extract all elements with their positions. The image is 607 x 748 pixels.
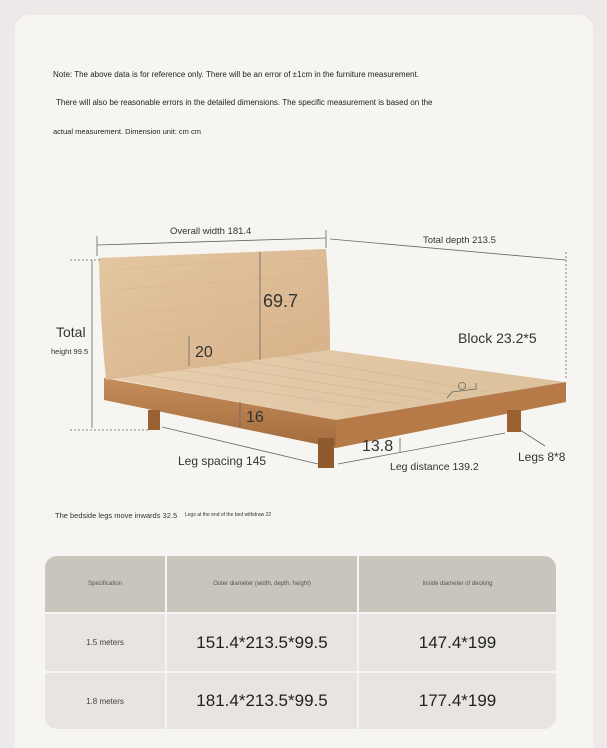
header-outer-diameter: Outer diameter (width, depth, height): [165, 556, 357, 614]
total-label: Total: [56, 324, 86, 340]
footnote-end-legs: Legs at the end of the bed withdraw 22: [185, 512, 272, 518]
leg-distance-label: Leg distance 139.2: [390, 461, 479, 473]
gap-label: 13.8: [362, 438, 394, 455]
row-spec-1: 1.5 meters: [45, 614, 165, 673]
row-outer-2: 181.4*213.5*99.5: [165, 673, 357, 729]
overall-width-label: Overall width 181.4: [170, 226, 252, 237]
leg-spacing-label: Leg spacing 145: [178, 454, 267, 468]
legs-size-label: Legs 8*8: [518, 450, 566, 464]
height-label: height 99.5: [51, 347, 89, 356]
table-row: [45, 673, 556, 729]
leg-front-left: [318, 438, 334, 468]
table-header-row: [45, 556, 556, 614]
row-inside-1: 147.4*199: [357, 614, 556, 673]
note-line-1: Note: The above data is for reference only. There will be an error of ±1cm in the furniture measurement.: [53, 70, 419, 79]
spec-table: [45, 556, 556, 729]
row-spec-2: 1.8 meters: [45, 673, 165, 729]
table-row: [45, 614, 556, 673]
note-line-3: actual measurement. Dimension unit: cm cm: [53, 127, 201, 136]
block-label: Block 23.2*5: [458, 330, 537, 346]
row-outer-1: 151.4*213.5*99.5: [165, 614, 357, 673]
headboard-height-label: 69.7: [263, 291, 299, 311]
leg-height-label: 16: [246, 409, 264, 426]
footnote-bedside-legs: The bedside legs move inwards 32.5: [55, 511, 178, 520]
header-inside-diameter: Inside diameter of decking: [357, 556, 556, 614]
leg-back-left: [148, 410, 160, 430]
note-line-2: There will also be reasonable errors in the detailed dimensions. The specific measurement is based on the: [56, 98, 433, 107]
inner-height-label: 20: [195, 344, 213, 361]
leg-front-right: [507, 410, 521, 432]
row-inside-2: 177.4*199: [357, 673, 556, 729]
header-specification: Specification: [45, 556, 165, 614]
total-depth-label: Total depth 213.5: [423, 235, 496, 246]
